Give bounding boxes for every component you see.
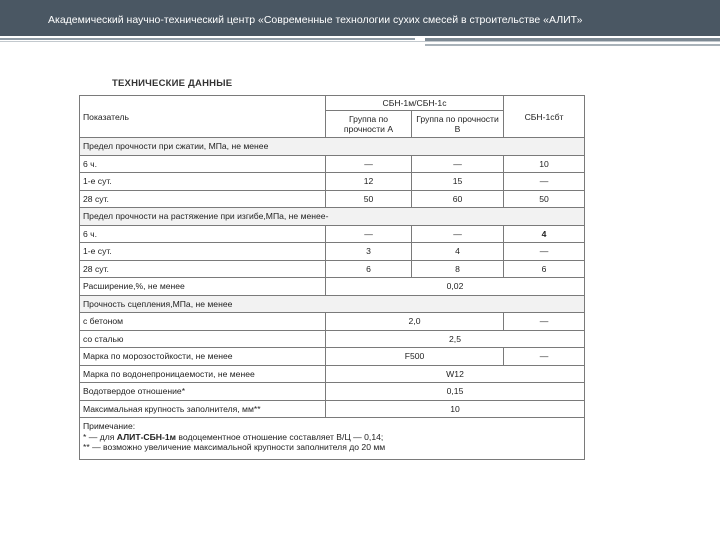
header-sbn1cbt: СБН-1сбт <box>504 96 585 138</box>
cell-value: 0,02 <box>326 278 585 296</box>
row-label: Марка по водонепроницаемости, не менее <box>80 365 326 383</box>
cell-group-b: 4 <box>412 243 504 261</box>
cell-group-a: 50 <box>326 190 412 208</box>
cell-sbn1cbt: 6 <box>504 260 585 278</box>
cell-sbn1cbt: — <box>504 313 585 331</box>
section-bend: Предел прочности на растяжение при изгибе,МПа, не менее- <box>80 208 585 226</box>
table-row <box>80 260 585 278</box>
cell-sbn1cbt: 10 <box>504 155 585 173</box>
row-label: 28 сут. <box>80 190 326 208</box>
table-row <box>80 348 585 366</box>
note-line-1-prefix: * — для <box>83 431 117 442</box>
note-cell <box>80 418 585 460</box>
note-line-1 <box>83 432 581 443</box>
cell-group-a: — <box>326 155 412 173</box>
cell-value: 10 <box>326 400 585 418</box>
row-label: Расширение,%, не менее <box>80 278 326 296</box>
cell-value: 0,15 <box>326 383 585 401</box>
row-label: 6 ч. <box>80 155 326 173</box>
table-row <box>80 173 585 191</box>
note-title: Примечание: <box>83 421 136 431</box>
row-label: 6 ч. <box>80 225 326 243</box>
cell-group-a: — <box>326 225 412 243</box>
cell-group-b: — <box>412 155 504 173</box>
cell-value: 2,0 <box>326 313 504 331</box>
row-label: со сталью <box>80 330 326 348</box>
cell-group-a: 6 <box>326 260 412 278</box>
note-line-1-text: водоцементное отношение составляет В/Ц — 0,14; <box>176 431 384 442</box>
cell-sbn1cbt: 50 <box>504 190 585 208</box>
cell-group-b: 60 <box>412 190 504 208</box>
cell-value: F500 <box>326 348 504 366</box>
row-label: Максимальная крупность заполнителя, мм** <box>80 400 326 418</box>
cell-value: W12 <box>326 365 585 383</box>
cell-sbn1cbt: — <box>504 173 585 191</box>
table-row <box>80 365 585 383</box>
section-adhesion: Прочность сцепления,МПа, не менее <box>80 295 585 313</box>
cell-group-b: 15 <box>412 173 504 191</box>
row-label: 1-е сут. <box>80 243 326 261</box>
row-label: Водотвердое отношение* <box>80 383 326 401</box>
cell-group-a: 12 <box>326 173 412 191</box>
row-label: Марка по морозостойкости, не менее <box>80 348 326 366</box>
table-header-row <box>80 96 585 111</box>
divider-line <box>425 44 720 46</box>
note-row <box>80 418 585 460</box>
row-label: 28 сут. <box>80 260 326 278</box>
note-brand: АЛИТ-СБН-1м <box>116 431 177 442</box>
table-row <box>80 243 585 261</box>
table-row <box>80 155 585 173</box>
table-row <box>80 190 585 208</box>
divider-line <box>0 38 415 40</box>
cell-value: 2,5 <box>326 330 585 348</box>
slide-title: Академический научно-технический центр «Современные технологии сухих смесей в строительстве «АЛИТ» <box>48 14 583 26</box>
section-row <box>80 295 585 313</box>
header-group-a: Группа по прочности А <box>326 111 412 138</box>
header-group-b: Группа по прочности В <box>412 111 504 138</box>
row-label: с бетоном <box>80 313 326 331</box>
table-row <box>80 383 585 401</box>
cell-sbn1cbt: — <box>504 348 585 366</box>
note-line-2: ** — возможно увеличение максимальной крупности заполнителя до 20 мм <box>83 442 386 452</box>
table-row <box>80 225 585 243</box>
table-row <box>80 400 585 418</box>
divider-line <box>0 41 720 42</box>
header-indicator: Показатель <box>80 96 326 138</box>
row-label: 1-е сут. <box>80 173 326 191</box>
table-row <box>80 278 585 296</box>
table-row <box>80 313 585 331</box>
cell-sbn1cbt: — <box>504 243 585 261</box>
section-compress: Предел прочности при сжатии, МПа, не менее <box>80 138 585 156</box>
header-banner <box>0 0 720 36</box>
cell-group-b: 8 <box>412 260 504 278</box>
header-sbn-group: СБН-1м/СБН-1с <box>326 96 504 111</box>
cell-sbn1cbt: 4 <box>504 225 585 243</box>
section-row <box>80 138 585 156</box>
section-row <box>80 208 585 226</box>
technical-data-table <box>79 95 585 460</box>
cell-group-a: 3 <box>326 243 412 261</box>
table-row <box>80 330 585 348</box>
document-title: ТЕХНИЧЕСКИЕ ДАННЫЕ <box>112 78 233 89</box>
cell-group-b: — <box>412 225 504 243</box>
